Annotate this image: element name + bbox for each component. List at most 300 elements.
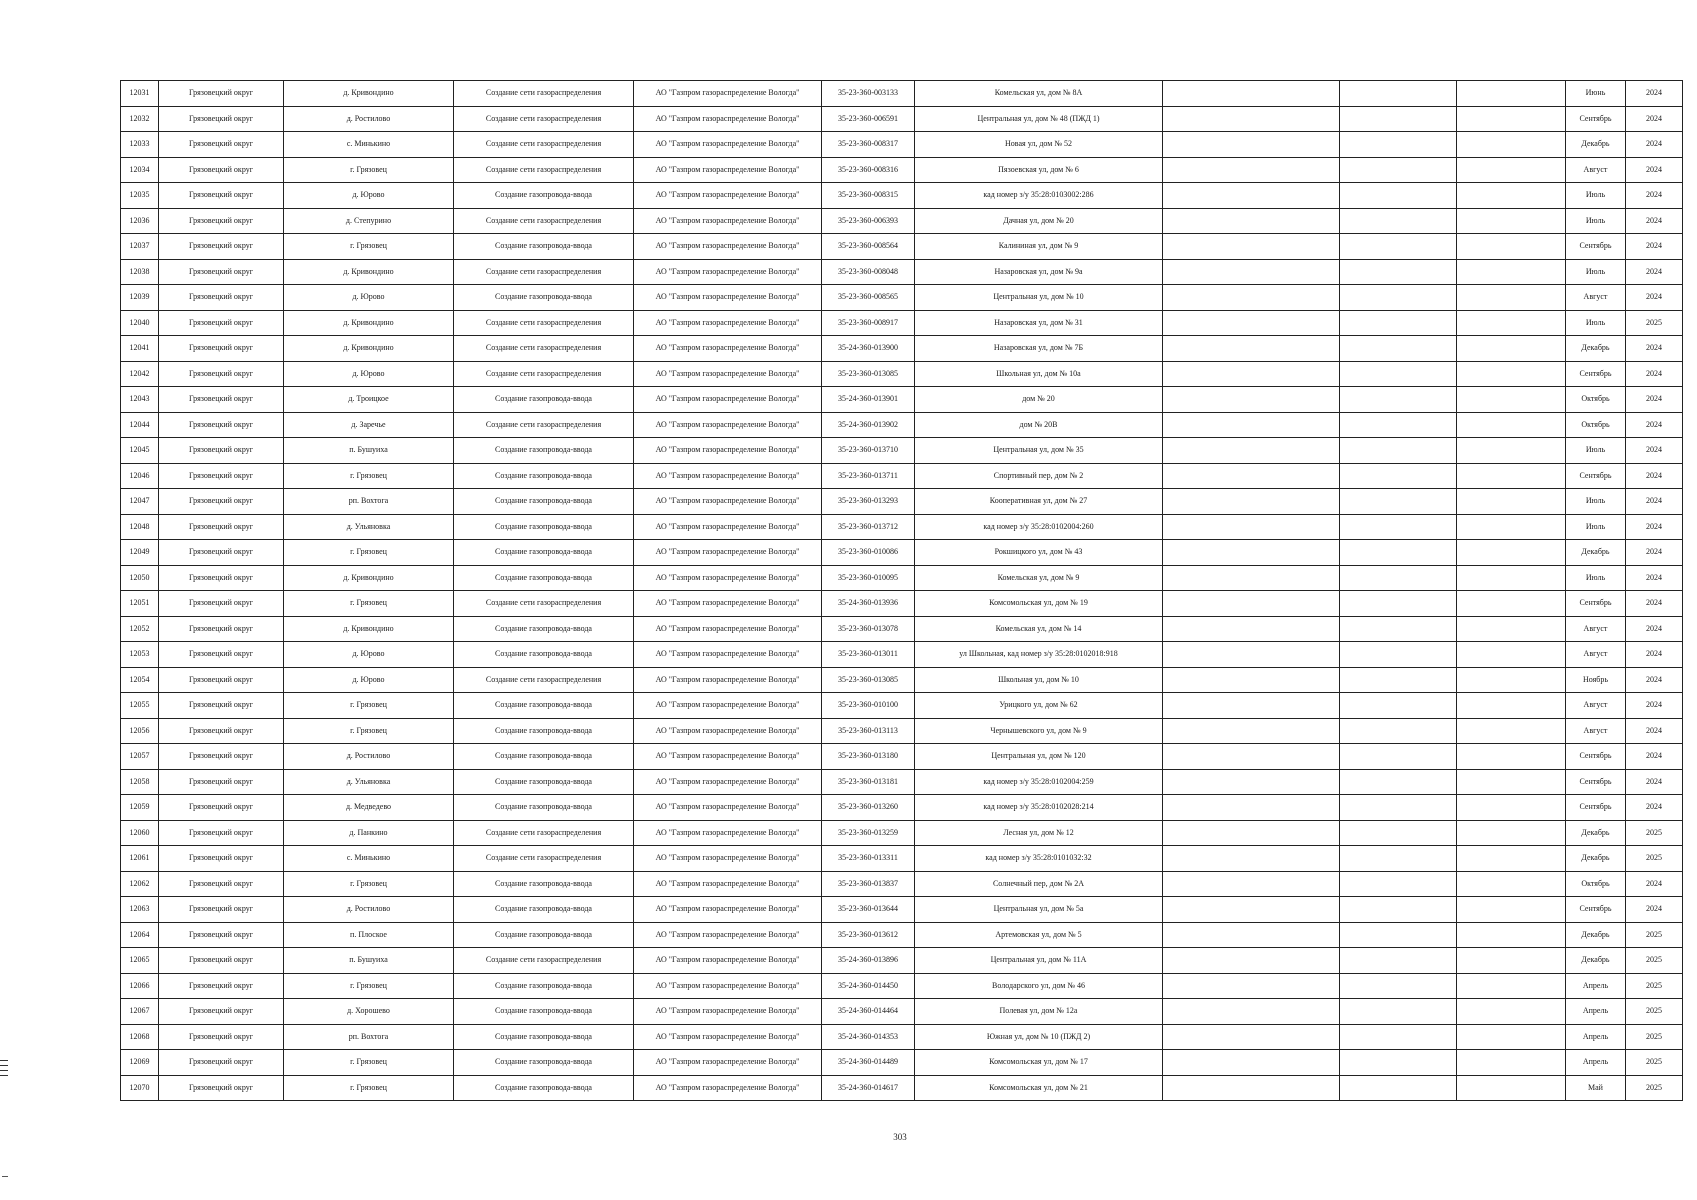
cell-empty <box>1340 871 1457 897</box>
table-row <box>121 412 1683 438</box>
table-row <box>121 667 1683 693</box>
cell-row-number: 12051 <box>121 591 159 617</box>
cell-row-number: 12041 <box>121 336 159 362</box>
cell-settlement: д. Ростилово <box>284 744 454 770</box>
cell-month: Сентябрь <box>1566 106 1626 132</box>
cell-empty <box>1163 489 1340 515</box>
cell-empty <box>1163 387 1340 413</box>
table-row <box>121 820 1683 846</box>
cell-work-type: Создание газопровода-ввода <box>454 1050 634 1076</box>
cell-year: 2024 <box>1626 744 1683 770</box>
cell-organization: АО "Газпром газораспределение Вологда" <box>634 744 822 770</box>
cell-settlement: д. Ульяновка <box>284 769 454 795</box>
cell-row-number: 12033 <box>121 132 159 158</box>
cell-organization: АО "Газпром газораспределение Вологда" <box>634 795 822 821</box>
cell-application-number: 35-24-360-014617 <box>822 1075 915 1101</box>
cell-empty <box>1457 718 1566 744</box>
cell-month: Апрель <box>1566 1050 1626 1076</box>
cell-empty <box>1163 157 1340 183</box>
cell-month: Июль <box>1566 438 1626 464</box>
cell-empty <box>1457 81 1566 107</box>
cell-work-type: Создание газопровода-ввода <box>454 871 634 897</box>
cell-application-number: 35-23-360-008917 <box>822 310 915 336</box>
cell-empty <box>1163 922 1340 948</box>
cell-empty <box>1163 1050 1340 1076</box>
cell-empty <box>1340 795 1457 821</box>
cell-empty <box>1163 259 1340 285</box>
cell-district: Грязовецкий округ <box>159 820 284 846</box>
cell-work-type: Создание газопровода-ввода <box>454 183 634 209</box>
cell-address: кад номер з/у 35:28:0101032:32 <box>915 846 1163 872</box>
cell-month: Декабрь <box>1566 846 1626 872</box>
table-row <box>121 565 1683 591</box>
cell-empty <box>1340 361 1457 387</box>
cell-empty <box>1163 897 1340 923</box>
cell-year: 2024 <box>1626 361 1683 387</box>
cell-empty <box>1163 795 1340 821</box>
cell-organization: АО "Газпром газораспределение Вологда" <box>634 208 822 234</box>
cell-empty <box>1163 234 1340 260</box>
cell-work-type: Создание сети газораспределения <box>454 132 634 158</box>
cell-address: Артемовская ул, дом № 5 <box>915 922 1163 948</box>
cell-organization: АО "Газпром газораспределение Вологда" <box>634 769 822 795</box>
cell-empty <box>1340 183 1457 209</box>
table-row <box>121 922 1683 948</box>
cell-application-number: 35-23-360-008317 <box>822 132 915 158</box>
cell-settlement: г. Грязовец <box>284 718 454 744</box>
cell-organization: АО "Газпром газораспределение Вологда" <box>634 693 822 719</box>
table-row <box>121 336 1683 362</box>
cell-empty <box>1340 106 1457 132</box>
table-row <box>121 846 1683 872</box>
table-body <box>121 81 1683 1101</box>
cell-empty <box>1163 438 1340 464</box>
cell-empty <box>1340 234 1457 260</box>
table-row <box>121 310 1683 336</box>
cell-row-number: 12047 <box>121 489 159 515</box>
cell-settlement: д. Степурино <box>284 208 454 234</box>
cell-row-number: 12054 <box>121 667 159 693</box>
table-row <box>121 897 1683 923</box>
cell-work-type: Создание газопровода-ввода <box>454 565 634 591</box>
cell-settlement: д. Юрово <box>284 667 454 693</box>
cell-address: Комсомольская ул, дом № 19 <box>915 591 1163 617</box>
cell-district: Грязовецкий округ <box>159 948 284 974</box>
cell-application-number: 35-23-360-010095 <box>822 565 915 591</box>
cell-address: Рокшицкого ул, дом № 43 <box>915 540 1163 566</box>
cell-settlement: г. Грязовец <box>284 693 454 719</box>
cell-district: Грязовецкий округ <box>159 565 284 591</box>
cell-address: Комельская ул, дом № 8А <box>915 81 1163 107</box>
cell-organization: АО "Газпром газораспределение Вологда" <box>634 412 822 438</box>
cell-application-number: 35-23-360-013311 <box>822 846 915 872</box>
margin-mark <box>0 1070 8 1071</box>
cell-month: Октябрь <box>1566 871 1626 897</box>
cell-empty <box>1457 514 1566 540</box>
cell-application-number: 35-24-360-013900 <box>822 336 915 362</box>
cell-empty <box>1457 285 1566 311</box>
cell-settlement: г. Грязовец <box>284 871 454 897</box>
cell-month: Декабрь <box>1566 820 1626 846</box>
cell-row-number: 12067 <box>121 999 159 1025</box>
cell-year: 2024 <box>1626 106 1683 132</box>
cell-work-type: Создание сети газораспределения <box>454 846 634 872</box>
table-row <box>121 718 1683 744</box>
cell-empty <box>1457 463 1566 489</box>
cell-settlement: г. Грязовец <box>284 591 454 617</box>
cell-application-number: 35-23-360-013712 <box>822 514 915 540</box>
cell-work-type: Создание газопровода-ввода <box>454 463 634 489</box>
cell-settlement: д. Кривондино <box>284 336 454 362</box>
cell-row-number: 12042 <box>121 361 159 387</box>
cell-empty <box>1163 106 1340 132</box>
cell-district: Грязовецкий округ <box>159 183 284 209</box>
cell-empty <box>1340 973 1457 999</box>
cell-district: Грязовецкий округ <box>159 387 284 413</box>
cell-empty <box>1457 846 1566 872</box>
cell-row-number: 12045 <box>121 438 159 464</box>
cell-year: 2025 <box>1626 310 1683 336</box>
cell-district: Грязовецкий округ <box>159 693 284 719</box>
cell-empty <box>1457 1050 1566 1076</box>
cell-month: Июль <box>1566 183 1626 209</box>
cell-organization: АО "Газпром газораспределение Вологда" <box>634 999 822 1025</box>
cell-year: 2024 <box>1626 897 1683 923</box>
cell-empty <box>1457 157 1566 183</box>
cell-settlement: п. Бушуиха <box>284 438 454 464</box>
cell-month: Сентябрь <box>1566 744 1626 770</box>
cell-work-type: Создание сети газораспределения <box>454 667 634 693</box>
cell-address: Калининая ул, дом № 9 <box>915 234 1163 260</box>
cell-empty <box>1340 157 1457 183</box>
cell-application-number: 35-23-360-013259 <box>822 820 915 846</box>
cell-address: дом № 20 <box>915 387 1163 413</box>
cell-empty <box>1163 973 1340 999</box>
cell-empty <box>1340 1050 1457 1076</box>
cell-month: Сентябрь <box>1566 463 1626 489</box>
cell-row-number: 12046 <box>121 463 159 489</box>
cell-district: Грязовецкий округ <box>159 999 284 1025</box>
cell-empty <box>1340 897 1457 923</box>
cell-district: Грязовецкий округ <box>159 438 284 464</box>
cell-settlement: п. Плоское <box>284 922 454 948</box>
cell-work-type: Создание сети газораспределения <box>454 310 634 336</box>
cell-empty <box>1163 820 1340 846</box>
cell-month: Август <box>1566 157 1626 183</box>
cell-empty <box>1163 591 1340 617</box>
cell-month: Апрель <box>1566 973 1626 999</box>
cell-empty <box>1340 1075 1457 1101</box>
cell-empty <box>1340 693 1457 719</box>
cell-district: Грязовецкий округ <box>159 489 284 515</box>
cell-row-number: 12070 <box>121 1075 159 1101</box>
cell-district: Грязовецкий округ <box>159 897 284 923</box>
cell-organization: АО "Газпром газораспределение Вологда" <box>634 667 822 693</box>
table-row <box>121 616 1683 642</box>
cell-empty <box>1457 616 1566 642</box>
cell-month: Сентябрь <box>1566 769 1626 795</box>
cell-address: Центральная ул, дом № 35 <box>915 438 1163 464</box>
cell-empty <box>1340 438 1457 464</box>
cell-month: Апрель <box>1566 1024 1626 1050</box>
cell-district: Грязовецкий округ <box>159 642 284 668</box>
cell-empty <box>1457 412 1566 438</box>
cell-empty <box>1457 310 1566 336</box>
cell-address: кад номер з/у 35:28:0103002:286 <box>915 183 1163 209</box>
cell-organization: АО "Газпром газораспределение Вологда" <box>634 310 822 336</box>
cell-empty <box>1340 616 1457 642</box>
cell-organization: АО "Газпром газораспределение Вологда" <box>634 336 822 362</box>
cell-empty <box>1163 667 1340 693</box>
cell-year: 2024 <box>1626 718 1683 744</box>
cell-address: кад номер з/у 35:28:0102004:260 <box>915 514 1163 540</box>
cell-work-type: Создание газопровода-ввода <box>454 616 634 642</box>
cell-district: Грязовецкий округ <box>159 591 284 617</box>
cell-work-type: Создание газопровода-ввода <box>454 438 634 464</box>
cell-address: Назаровская ул, дом № 9а <box>915 259 1163 285</box>
cell-work-type: Создание сети газораспределения <box>454 336 634 362</box>
cell-work-type: Создание газопровода-ввода <box>454 387 634 413</box>
margin-mark <box>0 1065 8 1066</box>
cell-empty <box>1163 1024 1340 1050</box>
cell-empty <box>1457 744 1566 770</box>
cell-settlement: г. Грязовец <box>284 1050 454 1076</box>
cell-empty <box>1163 718 1340 744</box>
cell-year: 2024 <box>1626 234 1683 260</box>
cell-empty <box>1457 336 1566 362</box>
cell-empty <box>1340 310 1457 336</box>
cell-month: Август <box>1566 642 1626 668</box>
table-row <box>121 361 1683 387</box>
cell-empty <box>1163 769 1340 795</box>
cell-settlement: д. Юрово <box>284 285 454 311</box>
cell-month: Сентябрь <box>1566 234 1626 260</box>
cell-month: Май <box>1566 1075 1626 1101</box>
cell-address: Комельская ул, дом № 9 <box>915 565 1163 591</box>
cell-district: Грязовецкий округ <box>159 744 284 770</box>
cell-application-number: 35-23-360-006393 <box>822 208 915 234</box>
cell-empty <box>1163 948 1340 974</box>
cell-year: 2024 <box>1626 871 1683 897</box>
cell-application-number: 35-23-360-013612 <box>822 922 915 948</box>
table-row <box>121 1050 1683 1076</box>
cell-work-type: Создание сети газораспределения <box>454 208 634 234</box>
cell-empty <box>1457 259 1566 285</box>
cell-address: ул Школьная, кад номер з/у 35:28:0102018:918 <box>915 642 1163 668</box>
cell-empty <box>1457 106 1566 132</box>
cell-district: Грязовецкий округ <box>159 106 284 132</box>
cell-settlement: д. Юрово <box>284 183 454 209</box>
cell-empty <box>1457 795 1566 821</box>
cell-empty <box>1340 667 1457 693</box>
cell-year: 2024 <box>1626 132 1683 158</box>
cell-settlement: д. Хорошево <box>284 999 454 1025</box>
cell-settlement: г. Грязовец <box>284 540 454 566</box>
table-row <box>121 871 1683 897</box>
cell-empty <box>1163 412 1340 438</box>
cell-address: Урицкого ул, дом № 62 <box>915 693 1163 719</box>
cell-empty <box>1457 667 1566 693</box>
cell-empty <box>1457 999 1566 1025</box>
cell-organization: АО "Газпром газораспределение Вологда" <box>634 846 822 872</box>
cell-work-type: Создание газопровода-ввода <box>454 795 634 821</box>
cell-year: 2025 <box>1626 1024 1683 1050</box>
table-row <box>121 387 1683 413</box>
cell-empty <box>1163 208 1340 234</box>
cell-work-type: Создание сети газораспределения <box>454 106 634 132</box>
cell-empty <box>1163 81 1340 107</box>
cell-year: 2024 <box>1626 667 1683 693</box>
cell-empty <box>1340 744 1457 770</box>
cell-empty <box>1340 259 1457 285</box>
cell-settlement: д. Панкино <box>284 820 454 846</box>
cell-empty <box>1457 361 1566 387</box>
cell-year: 2024 <box>1626 81 1683 107</box>
cell-row-number: 12043 <box>121 387 159 413</box>
cell-row-number: 12048 <box>121 514 159 540</box>
gasification-register-table <box>120 80 1683 1101</box>
cell-application-number: 35-23-360-013710 <box>822 438 915 464</box>
cell-address: Пязоевская ул, дом № 6 <box>915 157 1163 183</box>
table-row <box>121 234 1683 260</box>
cell-address: кад номер з/у 35:28:0102028:214 <box>915 795 1163 821</box>
table-row <box>121 157 1683 183</box>
cell-empty <box>1340 132 1457 158</box>
cell-row-number: 12039 <box>121 285 159 311</box>
cell-year: 2025 <box>1626 846 1683 872</box>
cell-empty <box>1163 310 1340 336</box>
cell-empty <box>1163 616 1340 642</box>
cell-month: Август <box>1566 285 1626 311</box>
table-row <box>121 489 1683 515</box>
cell-empty <box>1340 591 1457 617</box>
cell-settlement: г. Грязовец <box>284 1075 454 1101</box>
cell-application-number: 35-23-360-008048 <box>822 259 915 285</box>
cell-empty <box>1163 132 1340 158</box>
cell-month: Декабрь <box>1566 922 1626 948</box>
cell-address: Центральная ул, дом № 10 <box>915 285 1163 311</box>
table-row <box>121 999 1683 1025</box>
cell-address: Володарского ул, дом № 46 <box>915 973 1163 999</box>
cell-empty <box>1457 922 1566 948</box>
cell-empty <box>1340 208 1457 234</box>
cell-organization: АО "Газпром газораспределение Вологда" <box>634 540 822 566</box>
cell-settlement: с. Минькино <box>284 846 454 872</box>
cell-application-number: 35-23-360-003133 <box>822 81 915 107</box>
cell-year: 2025 <box>1626 948 1683 974</box>
cell-work-type: Создание газопровода-ввода <box>454 234 634 260</box>
cell-application-number: 35-23-360-013711 <box>822 463 915 489</box>
cell-settlement: рп. Вохтога <box>284 489 454 515</box>
cell-settlement: г. Грязовец <box>284 157 454 183</box>
cell-application-number: 35-24-360-013901 <box>822 387 915 413</box>
cell-work-type: Создание сети газораспределения <box>454 157 634 183</box>
cell-month: Июль <box>1566 489 1626 515</box>
cell-empty <box>1340 642 1457 668</box>
cell-empty <box>1340 948 1457 974</box>
cell-empty <box>1163 285 1340 311</box>
cell-row-number: 12053 <box>121 642 159 668</box>
cell-application-number: 35-23-360-008564 <box>822 234 915 260</box>
table-row <box>121 540 1683 566</box>
cell-row-number: 12058 <box>121 769 159 795</box>
cell-work-type: Создание сети газораспределения <box>454 412 634 438</box>
cell-work-type: Создание газопровода-ввода <box>454 922 634 948</box>
cell-organization: АО "Газпром газораспределение Вологда" <box>634 642 822 668</box>
cell-empty <box>1457 489 1566 515</box>
table-row <box>121 1075 1683 1101</box>
cell-month: Июль <box>1566 208 1626 234</box>
cell-organization: АО "Газпром газораспределение Вологда" <box>634 361 822 387</box>
table-row <box>121 463 1683 489</box>
cell-empty <box>1457 1024 1566 1050</box>
cell-organization: АО "Газпром газораспределение Вологда" <box>634 1050 822 1076</box>
cell-settlement: д. Кривондино <box>284 259 454 285</box>
cell-month: Июнь <box>1566 81 1626 107</box>
cell-work-type: Создание газопровода-ввода <box>454 540 634 566</box>
cell-address: Дачная ул, дом № 20 <box>915 208 1163 234</box>
cell-year: 2024 <box>1626 540 1683 566</box>
cell-address: Кооперативная ул, дом № 27 <box>915 489 1163 515</box>
cell-row-number: 12064 <box>121 922 159 948</box>
cell-empty <box>1340 540 1457 566</box>
cell-year: 2024 <box>1626 642 1683 668</box>
cell-row-number: 12063 <box>121 897 159 923</box>
cell-year: 2024 <box>1626 565 1683 591</box>
cell-empty <box>1163 463 1340 489</box>
cell-empty <box>1163 565 1340 591</box>
cell-empty <box>1457 769 1566 795</box>
cell-organization: АО "Газпром газораспределение Вологда" <box>634 285 822 311</box>
cell-empty <box>1340 820 1457 846</box>
cell-settlement: д. Заречье <box>284 412 454 438</box>
cell-address: Центральная ул, дом № 48 (ПЖД 1) <box>915 106 1163 132</box>
cell-year: 2024 <box>1626 183 1683 209</box>
cell-row-number: 12035 <box>121 183 159 209</box>
margin-marks <box>0 1060 8 1080</box>
cell-empty <box>1340 1024 1457 1050</box>
cell-row-number: 12050 <box>121 565 159 591</box>
table-row <box>121 106 1683 132</box>
cell-row-number: 12049 <box>121 540 159 566</box>
cell-address: Назаровская ул, дом № 7Б <box>915 336 1163 362</box>
cell-year: 2024 <box>1626 489 1683 515</box>
cell-application-number: 35-23-360-013113 <box>822 718 915 744</box>
cell-month: Сентябрь <box>1566 795 1626 821</box>
cell-empty <box>1457 565 1566 591</box>
cell-settlement: д. Ростилово <box>284 106 454 132</box>
cell-district: Грязовецкий округ <box>159 336 284 362</box>
table-row <box>121 81 1683 107</box>
cell-address: Комсомольская ул, дом № 21 <box>915 1075 1163 1101</box>
cell-application-number: 35-24-360-013936 <box>822 591 915 617</box>
cell-organization: АО "Газпром газораспределение Вологда" <box>634 157 822 183</box>
cell-district: Грязовецкий округ <box>159 616 284 642</box>
cell-row-number: 12044 <box>121 412 159 438</box>
cell-work-type: Создание газопровода-ввода <box>454 642 634 668</box>
cell-year: 2024 <box>1626 693 1683 719</box>
cell-address: Солнечный пер, дом № 2А <box>915 871 1163 897</box>
cell-empty <box>1457 591 1566 617</box>
cell-row-number: 12055 <box>121 693 159 719</box>
cell-row-number: 12062 <box>121 871 159 897</box>
margin-mark <box>0 1060 8 1061</box>
cell-address: Центральная ул, дом № 120 <box>915 744 1163 770</box>
cell-empty <box>1340 463 1457 489</box>
cell-month: Июль <box>1566 259 1626 285</box>
cell-organization: АО "Газпром газораспределение Вологда" <box>634 81 822 107</box>
cell-empty <box>1163 183 1340 209</box>
